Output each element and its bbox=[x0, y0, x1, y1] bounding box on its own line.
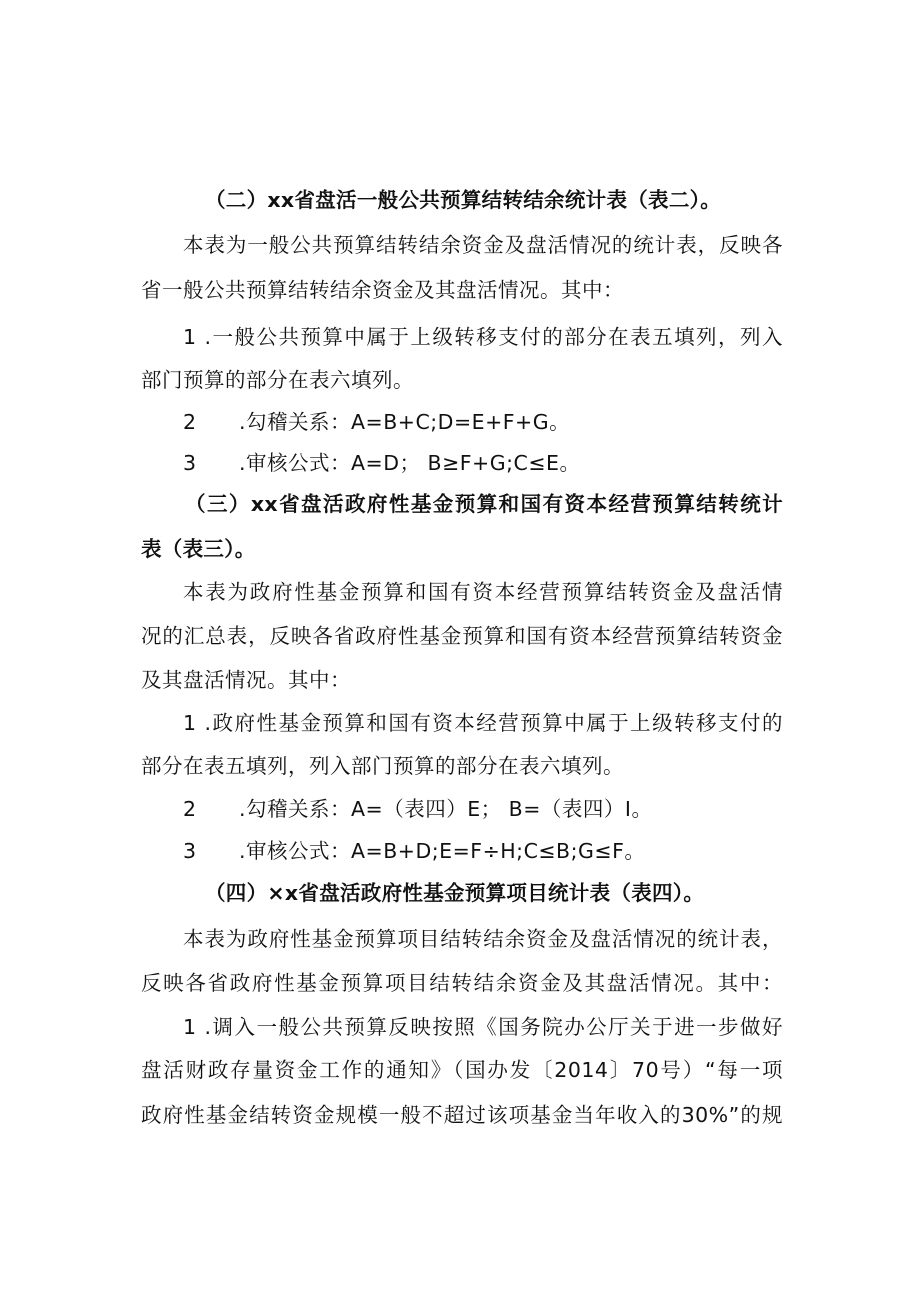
section3-item3-number: 3 bbox=[183, 839, 197, 863]
section3-item3 bbox=[183, 837, 645, 865]
section2-item3 bbox=[183, 449, 580, 477]
section2-item3-number: 3 bbox=[183, 451, 197, 475]
section4-item1-line3: 政府性基金结转资金规模一般不超过该项基金当年收入的30%”的规 bbox=[141, 1103, 783, 1127]
section3-heading-line1: （三）xx省盘活政府性基金预算和国有资本经营预算结转统计 bbox=[185, 492, 783, 516]
section2-item1-line2: 部门预算的部分在表六填列。 bbox=[141, 368, 414, 392]
section3-item2-text: .勾稽关系：A=（表四）E； B=（表四）I。 bbox=[239, 797, 653, 821]
section2-item2 bbox=[183, 408, 570, 436]
section3-intro-line3: 及其盘活情况。其中： bbox=[141, 668, 351, 692]
section2-intro-line2: 省一般公共预算结转结余资金及其盘活情况。其中： bbox=[141, 278, 624, 302]
section4-intro-line2: 反映各省政府性基金预算项目结转结余资金及其盘活情况。其中： bbox=[141, 971, 783, 995]
section2-intro-line1: 本表为一般公共预算结转结余资金及盘活情况的统计表，反映各 bbox=[183, 233, 783, 257]
section2-item2-number: 2 bbox=[183, 410, 197, 434]
section3-item3-text: .审核公式：A=B+D;E=F÷H;C≤B;G≤F。 bbox=[239, 839, 646, 863]
section4-item1-line1: 1 .调入一般公共预算反映按照《国务院办公厅关于进一步做好 bbox=[183, 1015, 783, 1039]
section4-item1-line2: 盘活财政存量资金工作的通知》（国办发〔2014〕70号）“每一项 bbox=[141, 1058, 783, 1082]
section2-heading: （二）xx省盘活一般公共预算结转结余统计表（表二）。 bbox=[205, 188, 721, 212]
section4-intro-line1: 本表为政府性基金预算项目结转结余资金及盘活情况的统计表， bbox=[183, 927, 783, 951]
section3-item2-number: 2 bbox=[183, 797, 197, 821]
section2-item3-text: .审核公式：A=D； B≥F+G;C≤E。 bbox=[239, 451, 581, 475]
section3-heading-line2: 表（表三）。 bbox=[141, 537, 256, 561]
section4-heading: （四）×x省盘活政府性基金预算项目统计表（表四）。 bbox=[205, 881, 705, 905]
section3-intro-line1: 本表为政府性基金预算和国有资本经营预算结转资金及盘活情 bbox=[183, 580, 783, 604]
section3-item1-line2: 部分在表五填列，列入部门预算的部分在表六填列。 bbox=[141, 754, 624, 778]
section2-item1-line1: 1 .一般公共预算中属于上级转移支付的部分在表五填列，列入 bbox=[183, 325, 783, 349]
section2-item2-text: .勾稽关系：A=B+C;D=E+F+G。 bbox=[239, 410, 571, 434]
section3-item1-line1: 1 .政府性基金预算和国有资本经营预算中属于上级转移支付的 bbox=[183, 711, 783, 735]
section3-item2 bbox=[183, 795, 652, 823]
section3-intro-line2: 况的汇总表，反映各省政府性基金预算和国有资本经营预算结转资金 bbox=[141, 624, 783, 648]
